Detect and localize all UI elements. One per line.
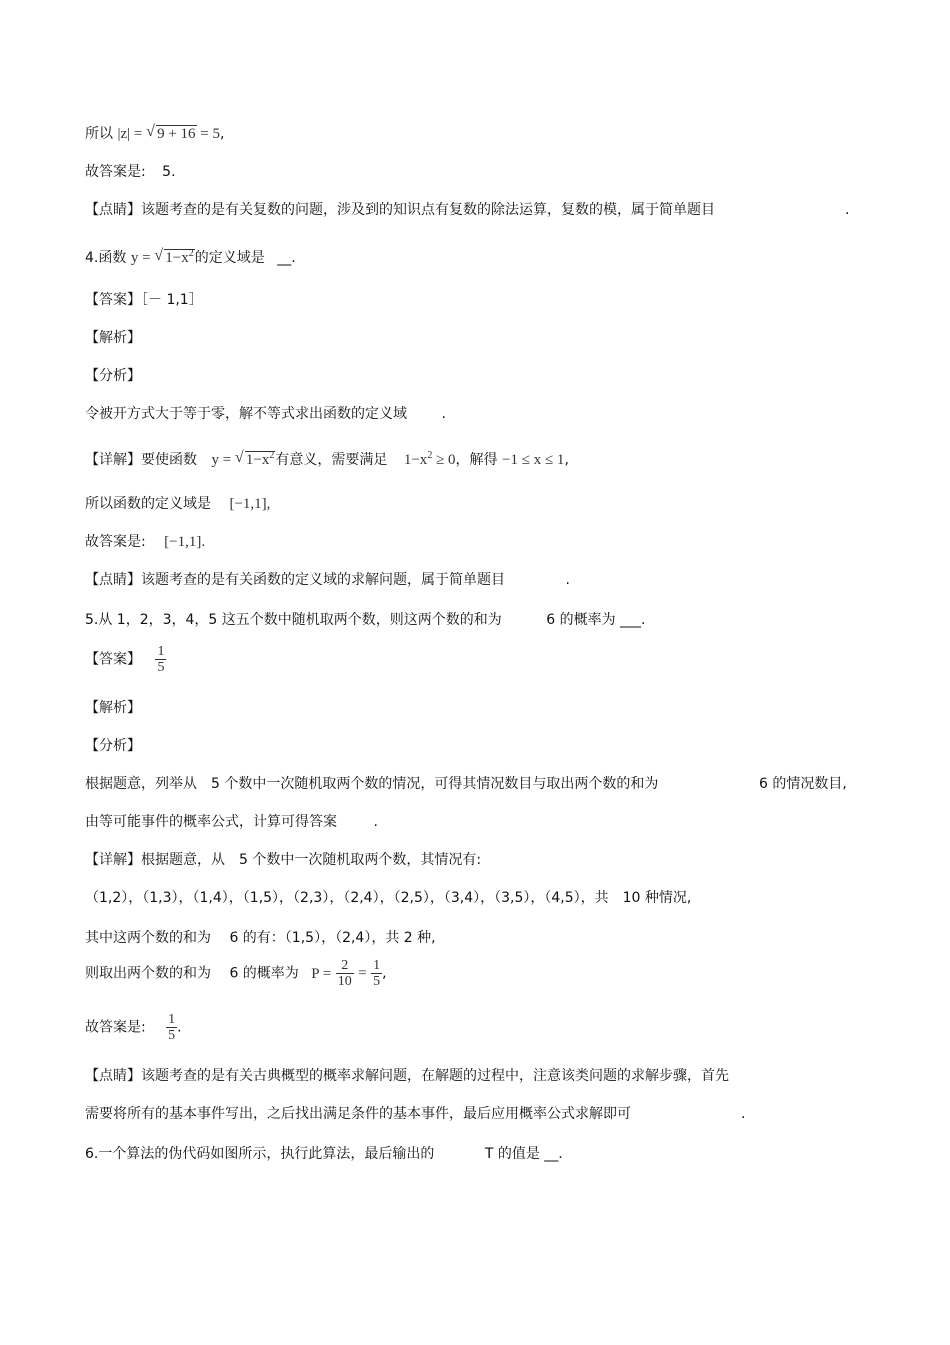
fraction: $\frac{1}{5}$ xyxy=(157,644,165,675)
fenxi-text-5b: 由等可能事件的概率公式，计算可得答案 . xyxy=(85,814,378,830)
comment-5b: 需要将所有的基本事件写出，之后找出满足条件的基本事件，最后应用概率公式求解即可 . xyxy=(85,1106,746,1122)
final-answer-5: 故答案是: $\frac{1}{5}$ . xyxy=(85,1012,182,1043)
answer-5: 【答案】 $\frac{1}{5}$ xyxy=(85,644,165,675)
question-number: 4.函数 xyxy=(85,250,127,266)
math-expr: |z| = √ 9 + 16 = 5 xyxy=(117,126,220,142)
probability-line: 则取出两个数的和为 6 的概率为 P = $\frac{2}{10}$ = $\frac{1}{5}$ , xyxy=(85,958,387,989)
question-5: 5.从 1，2，3，4，5 这五个数中随机取两个数，则这两个数的和为 6 的概率为 ___. xyxy=(85,612,646,628)
detail-4: 【详解】要使函数 y = √ $1-x^2$有意义，需要满足 $1-x^2 \ge 0$，解得 −1 ≤ x ≤ 1, xyxy=(85,450,569,470)
answer-4: 【答案】［－ 1,1］ xyxy=(85,292,203,308)
detail-5: 【详解】根据题意，从 5 个数中一次随机取两个数，其情况有: xyxy=(85,852,482,868)
math-interval: [−1,1]. xyxy=(164,534,206,550)
answer-label: 故答案是: xyxy=(85,164,146,180)
sqrt-sign: √ 9 + 16 xyxy=(146,124,196,144)
math-interval: [−1,1], xyxy=(229,496,271,512)
domain-4: 所以函数的定义域是 [−1,1], xyxy=(85,496,271,512)
analysis-header-5: 【解析】 xyxy=(85,700,141,716)
fraction: $\frac{1}{5}$ xyxy=(168,1012,176,1043)
comment-text: 【点睛】该题考查的是有关复数的问题，涉及到的知识点有复数的除法运算，复数的模，属于简单题目 xyxy=(85,202,715,218)
fenxi-text-5a: 根据题意，列举从 5 个数中一次随机取两个数的情况，可得其情况数目与取出两个数的和为 6 的情况数目, xyxy=(85,776,847,792)
analysis-header-4: 【解析】 xyxy=(85,330,141,346)
comment-5a: 【点睛】该题考查的是有关古典概型的概率求解问题，在解题的过程中，注意该类问题的求解步骤，首先 xyxy=(85,1068,729,1084)
math-solution: −1 ≤ x ≤ 1 xyxy=(502,452,565,468)
math-inequality: $1-x^2 \ge 0$ xyxy=(403,450,456,468)
line-comment-3 xyxy=(85,200,850,220)
line-modulus xyxy=(85,124,224,144)
text: 所以 xyxy=(85,126,113,142)
comment-4: 【点睛】该题考查的是有关函数的定义域的求解问题，属于简单题目 . xyxy=(85,572,570,588)
question-6: 6.一个算法的伪代码如图所示，执行此算法，最后输出的 T 的值是 __. xyxy=(85,1146,563,1162)
fenxi-header-5: 【分析】 xyxy=(85,738,141,754)
final-answer-4: 故答案是: [−1,1]. xyxy=(85,534,206,550)
sum-six-cases: 其中这两个数的和为 6 的有：（1,5），（2,4），共 2 种, xyxy=(85,930,436,946)
fraction: $\frac{1}{5}$ xyxy=(373,958,381,989)
fenxi-text-4: 令被开方式大于等于零，解不等式求出函数的定义域 . xyxy=(85,406,446,422)
fraction: $\frac{2}{10}$ xyxy=(337,958,352,989)
line-answer-3 xyxy=(85,162,176,182)
blank: __. xyxy=(277,250,296,266)
math-expr: y = √ $1-x^2$ xyxy=(211,452,275,468)
answer-value: 5. xyxy=(162,164,176,180)
question-4: 4.函数 y = √ $1-x^2$的定义域是 __. xyxy=(85,248,296,268)
math-expr: y = √ $1-x^2$ xyxy=(131,250,195,266)
fenxi-header-4: 【分析】 xyxy=(85,368,141,384)
cases-list: （1,2），（1,3），（1,4），（1,5），（2,3），（2,4），（2,5），（3,4），（3,5），（4,5），共 10 种情况, xyxy=(85,890,692,906)
period: . xyxy=(845,202,850,218)
comma: , xyxy=(220,126,225,142)
